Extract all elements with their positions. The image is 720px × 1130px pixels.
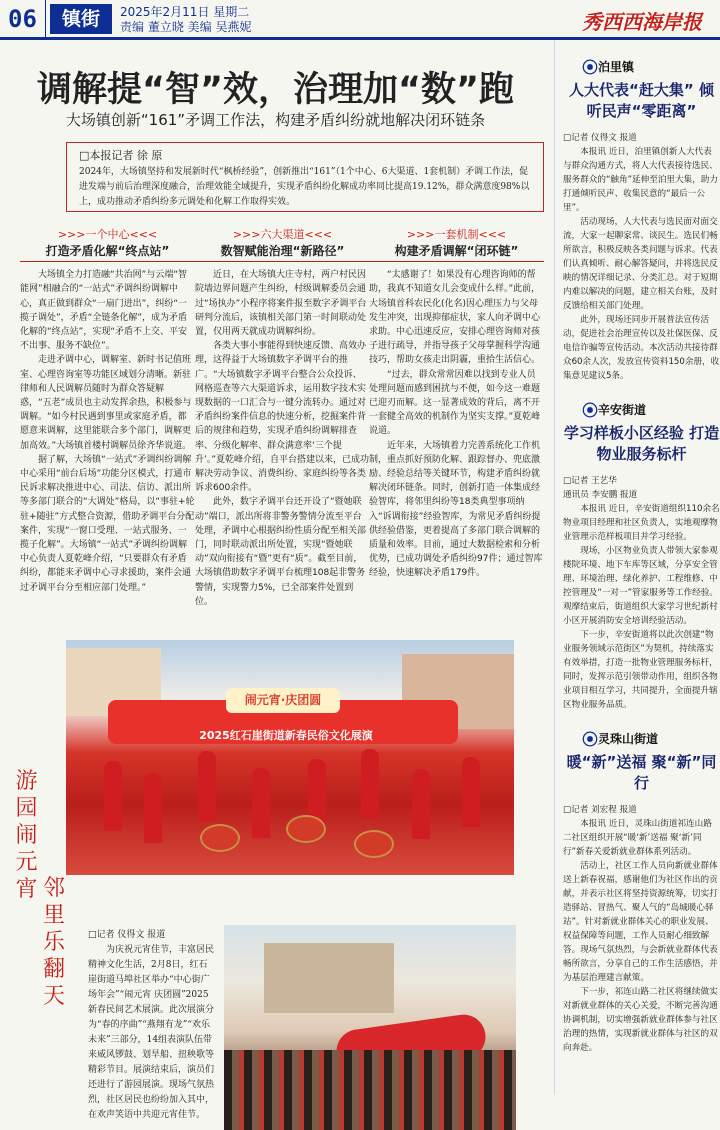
paragraph: 据了解，大场镇“一站式”矛调纠纷调解中心采用“前台后场”功能分区模式，打通市民诉求解决推进中心、司法、信访、派出所等多部门联合的“大调处”格局，以“事驻+轮驻+随驻”方式整合资源，借助矛调平台分配案件，实现“一窗口受理、一站式服务、一揽子化解”。大场镇“一站式”矛调纠纷调解中心负责人夏乾峰介绍，“只要群众有矛盾纠纷，都能来矛调中心寻求援助，案件会通过矛调平台分至相应部门处理。”: [20, 454, 195, 593]
column-title: 数智赋能治理“新路径”: [195, 244, 370, 262]
district-name: ⦿ 泊里镇: [598, 58, 720, 75]
column-kicker: >>>一个中心<<<: [57, 228, 158, 241]
column-kicker: >>>一套机制<<<: [406, 228, 507, 241]
editors: 责编 董立晓 美编 吴燕妮: [120, 20, 252, 34]
paragraph: “过去，群众常常因难以找到专业人员处理问题而感到困扰与不便，如今这一难题已迎刃而解。这一显著成效的背后，离不开一套健全高效的机制作为坚实支撑。”夏乾峰说道。: [369, 369, 541, 437]
section-tag: 镇街: [50, 4, 112, 34]
stage-banner-text: 2025红石崖街道新春民俗文化展演: [199, 729, 373, 742]
main-section: [0, 40, 551, 1120]
dancers-group: [90, 744, 488, 849]
side-byline: □记者 王艺华 通讯员 李安鹏 报道: [563, 476, 638, 500]
district-name: ⦿ 灵珠山街道: [598, 730, 720, 747]
side-title: 学习样板小区经验 打造物业服务标杆: [563, 424, 720, 463]
vertical-title-1: 游园闹元宵: [15, 769, 38, 902]
summary-box: [66, 142, 544, 212]
date: 2025年2月11日: [120, 5, 210, 19]
summary-byline: □本报记者 徐 原: [79, 149, 163, 162]
header-meta: [120, 5, 251, 35]
district-name: ⦿ 辛安街道: [598, 401, 720, 418]
side-title: 人大代表“赶大集” 倾听民声“零距离”: [569, 81, 714, 120]
paragraph: 走进矛调中心，调解室、新时书记值班室、心理咨询室等功能区域划分清晰。新驻律师和人民调解员随时为群众答疑解惑，“五老”成员也主动发挥余热，积极参与调解。“如今村民遇到事里或家庭矛盾，都愿意来调解，这里能联合多个部门，调解更加高效。”大场镇首楼村调解员徐齐华说道。: [20, 355, 192, 451]
brick-building: [264, 943, 394, 1013]
summary-text: 2024年，大场镇坚持和发展新时代“枫桥经验”，创新推出“161”（1个中心、6大渠道、1套机制）矛调工作法，促进发端与前后治理深度融合，治理效能全域提升，实现矛盾纠纷化解成功率同比提高19.12%，群众满意度98%以上，成功推动矛盾纠纷多元调处和化解工作取得实效。: [79, 167, 530, 207]
column-title: 打造矛盾化解“终点站”: [20, 244, 195, 262]
side-article-2: 本报讯 近日，辛安街道组织110余名物业项目经理和社区负责人，实地观摩物业管理示范样板项目并学习经验。 现场，小区物业负责人带领大家参观楼院环境、地下车库等区域，分享安全管理、环境治理、绿化养护、工程维修、中控管理及“一对一”管家服务等工作经验。观摩结束后，街道组织大家学习世纪新村小区开展消防安全培训经验活动。 下一步，辛安街道将以此次创建“物业服务领域示范街区”为契机，持续落实有效举措，打造一批物业管理服务标杆，同时，发挥示范引领带动作用，组织各物业项目相互学习，共同提升，全面提升辖区物业服务品质。: [563, 504, 720, 710]
vertical-title-2: 邻里乐翻天: [42, 876, 65, 1009]
weekday: 星期二: [213, 5, 250, 19]
page-number: 06: [0, 0, 46, 38]
side-byline: □记者 刘宏程 报道: [563, 805, 637, 815]
festival-stage-photo: [66, 640, 514, 875]
headline: 调解提“智”效，治理加“数”跑: [36, 70, 514, 110]
paragraph: 此外，数字矛调平台还开设了“暨她联动”端口，派出所将非警务警情分流至平台处理，矛调中心根据纠纷性质分配至相关部门，同时联动派出所处置，实现“暨她联动”双向衔接有“暨”更有“质”。截至目前，大场镇借助数字矛调平台梳理108起非警务警情，实现警力5%，已全部案件处置到位。: [195, 497, 367, 607]
article2-byline: □记者 仪得文 报道: [88, 930, 166, 940]
article-column-3: [369, 228, 544, 581]
side-byline: □记者 仪得文 报道: [563, 133, 637, 143]
article-column-2: [195, 228, 370, 609]
dragon-dance-photo: [224, 925, 516, 1130]
column-title: 构建矛盾调解“闭环链”: [369, 244, 544, 262]
district-news-sidebar: [554, 40, 720, 1095]
side-article-3: 本报讯 近日，灵珠山街道祁连山路二社区组织开展“暖‘新’送福 聚‘新’同行”新春关爱新就业群体系列活动。 活动上，社区工作人员向新就业群体送上新春祝福，感谢他们为社区作出的贡献，并表示社区将坚持资源统筹，切实打造驿站、冒热气、聚人气的“岛城暖心驿站”。针对新就业群体关心的职业发展、权益保障等问题，工作人员耐心细致解答。现场气氛热烈，与会新就业群体代表畅所欲言，分享自己的工作生活感悟，并为基层治理建言献策。 下一步，祁连山路二社区将继续做实对新就业群体的关心关爱，不断完善沟通协调机制，切实增强新就业群体参与社区治理的热情，实现新就业群体与社区的双向奔赴。: [563, 819, 718, 1053]
article-column-1: [20, 228, 195, 595]
page-header: [0, 0, 720, 40]
paragraph: 近日，在大场镇大庄寺村，两户村民因院墙边界问题产生纠纷，村级调解委员会通过“场执办”小程序将案件报至数字矛调平台研判分流后，该镇相关部门第一时间联动处置，仅用两天就成功调解纠纷。: [195, 270, 367, 338]
paragraph: “太感谢了！如果没有心理咨询师的帮助，我真不知道女儿会变成什么样。”此前，大场镇首科农民化(化名)因心理压力与父母发生冲突，出现抑郁症状，家人向矛调中心求助。中心迅速反应，安排心理咨询师对孩子进行疏导，并指导孩子父母掌握科学沟通技巧，帮助女孩走出阴霾，重拾生活信心。: [369, 270, 541, 366]
lantern-festival-article: [88, 928, 216, 1123]
paragraph: 近年来，大场镇着力完善系统化工作机制，重点抓好预防化解、跟踪督办、兜底激励、经验总结等关键环节，构建矛盾纠纷就解决闭环链条。同时，创新打造一体集成经验智库，将邻里纠纷等18类典型事项纳入“诉调衔接”经验智库，为常见矛盾纠纷提供经验借鉴，更着提高了多部门联合调解的质量和效率。目前，通过大数据检索和分析优势，已成功调处矛盾纠纷97件；通过智库经验，快速解决矛盾179件。: [369, 440, 543, 579]
side-title: 暖“新”送福 聚“新”同行: [566, 753, 717, 792]
column-kicker: >>>六大渠道<<<: [232, 228, 333, 241]
paragraph: 各类大事小事能得到快速反馈、高效办理，这得益于大场镇数字矛调平台的推广。“大场镇数字矛调平台整合公众投诉、网格巡查等六大渠道诉求，运用数字技术实现数据的一口汇合与一键分流转办。通过对矛盾纠纷案件信息的快速分析，挖掘案件背后的规律和趋势，实现矛盾纠纷调解排查率、分级化解率、群众满意率‘三个提升’。”夏乾峰介绍，自平台搭建以来，已成功解决劳动争议、消费纠纷、家庭纠纷等各类诉求600余件。: [195, 341, 370, 494]
newspaper-logo: 秀西西海岸报: [582, 10, 702, 34]
crowd: [224, 1050, 516, 1130]
stage-sign: 闹元宵·庆团圆: [226, 688, 340, 713]
article2-text: 为庆祝元宵佳节，丰富居民精神文化生活，2月8日，红石崖街道马埠社区举办“中心街广场年会”“闹元宵 庆团圆”2025新春民间艺术展演。此次展演分为“春的序曲”“燕翔有龙”“欢乐未来”三部分，14组表演队伍带来威风锣鼓、划旱船、扭秧歌等精彩节目。展演结束后，演员们还进行了游园展演。现场气氛热烈，社区居民也纷纷加入其中，在欢声笑语中共迎元宵佳节。: [88, 945, 215, 1120]
subheadline: 大场镇创新“161”矛调工作法，构建矛盾纠纷就地解决闭环链条: [65, 111, 486, 129]
paragraph: 大场镇全力打造融“共治网”与云端“智能网”相融合的“一站式”矛调纠纷调解中心，真正做到群众“一扇门进出”，纠纷“一揽子调处”，矛盾“全链条化解”，成为矛盾化解的“终点站”，实现“矛盾不上交、平安不出事、服务不缺位”。: [20, 270, 187, 352]
side-article-1: 本报讯 近日，泊里镇创新人大代表与群众沟通方式，将人大代表接待选民、服务群众的“触角”延伸至泊里大集，助力打通倾听民声、收集民意的“最后一公里”。 活动现场，人大代表与选民面对面交流，大家一起聊家常、谈民生。选民们畅所欲言，积极反映各类问题与诉求。代表们认真倾听、耐心解答疑问，并将选民反映的情况详细记录、分类汇总。对于短期内难以解决的问题，建立相关台账，及时反馈给相关部门处理。 此外，现场还同步开展普法宣传活动，促进社会治理宣传以及社保医保、反电信诈骗等宣传活动。本次活动共接待群众60余人次，发放宣传资料150余册，收集意见建议5条。: [563, 147, 720, 381]
